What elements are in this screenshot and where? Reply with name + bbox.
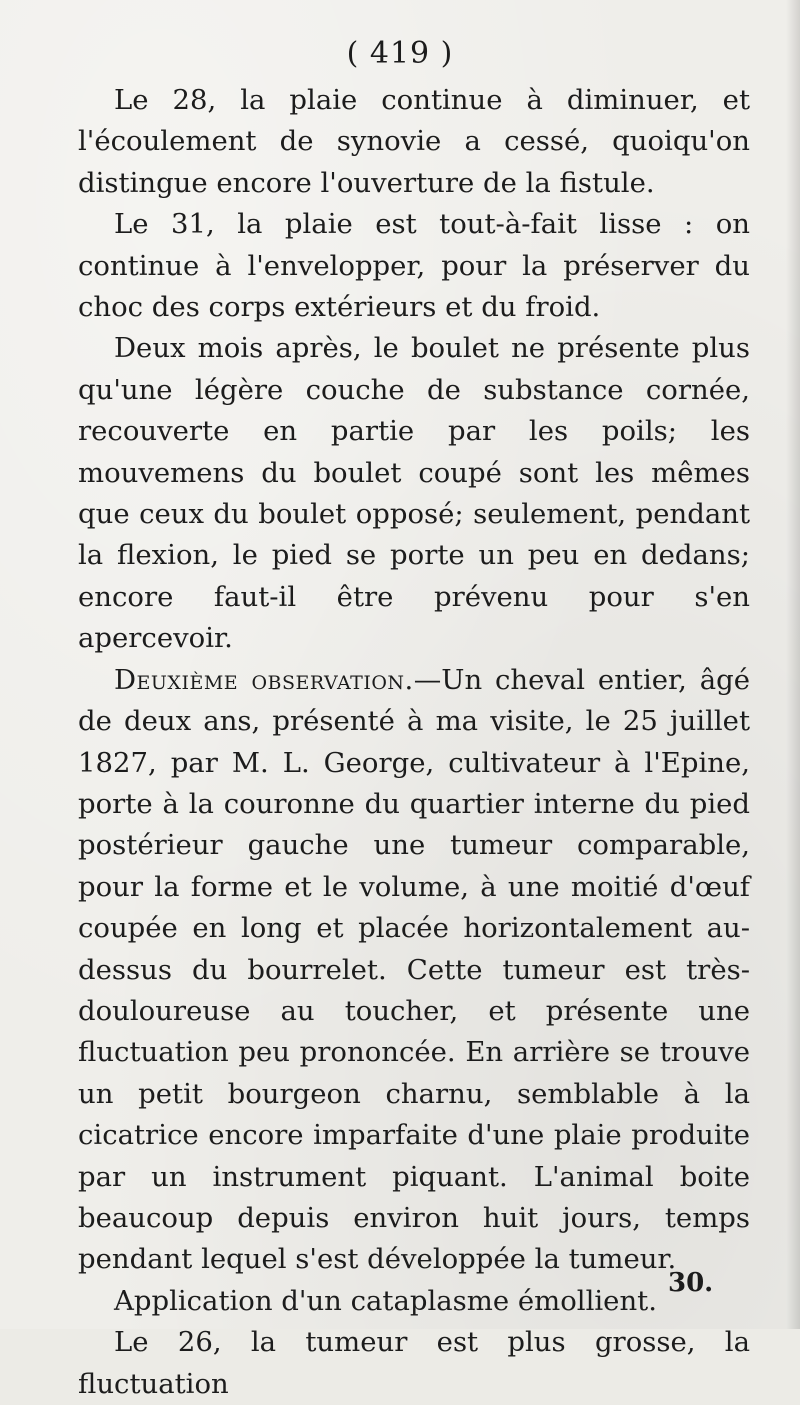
signature-mark: 30. — [668, 1268, 714, 1298]
paragraph-3: Deux mois après, le boulet ne présente plus qu'une légère couche de substance cornée, recouverte en partie par les poils; les mouvemens du boulet coupé sont les mêmes que ceux du boulet opposé; seulement, pendant la flexion, le pied se porte un peu en dedans; encore faut-il être prévenu pour s'en apercevoir. — [78, 332, 750, 655]
body-text — [78, 80, 750, 1405]
paragraph-6: Le 26, la tumeur est plus grosse, la fluctuation — [78, 1326, 750, 1400]
paragraph-4 — [78, 660, 750, 1281]
paragraph-4-text: —Un cheval entier, âgé de deux ans, présenté à ma visite, le 25 juillet 1827, par M. L. George, cultivateur à l'Epine, porte à la couronne du quartier interne du pied postérieur gauche une tumeur comparable, pour la forme et le volume, à une moitié d'œuf coupée en long et placée horizontalement au-dessus du bourrelet. Cette tumeur est très-douloureuse au toucher, et présente une fluctuation peu prononcée. En arrière se trouve un petit bourgeon charnu, semblable à la cicatrice encore imparfaite d'une plaie produite par un instrument piquant. L'animal boite beaucoup depuis environ huit jours, temps pendant lequel s'est développée la tumeur. — [78, 663, 750, 1276]
observation-heading: Deuxième observation. — [114, 663, 414, 696]
paragraph-5: Application d'un cataplasme émollient. — [114, 1284, 657, 1317]
page-number: ( 419 ) — [346, 36, 454, 71]
paragraph-2: Le 31, la plaie est tout-à-fait lisse : on continue à l'envelopper, pour la préserver du choc des corps extérieurs et du froid. — [78, 208, 750, 324]
paragraph-1: Le 28, la plaie continue à diminuer, et l'écoulement de synovie a cessé, quoiqu'on distingue encore l'ouverture de la fistule. — [78, 84, 750, 199]
